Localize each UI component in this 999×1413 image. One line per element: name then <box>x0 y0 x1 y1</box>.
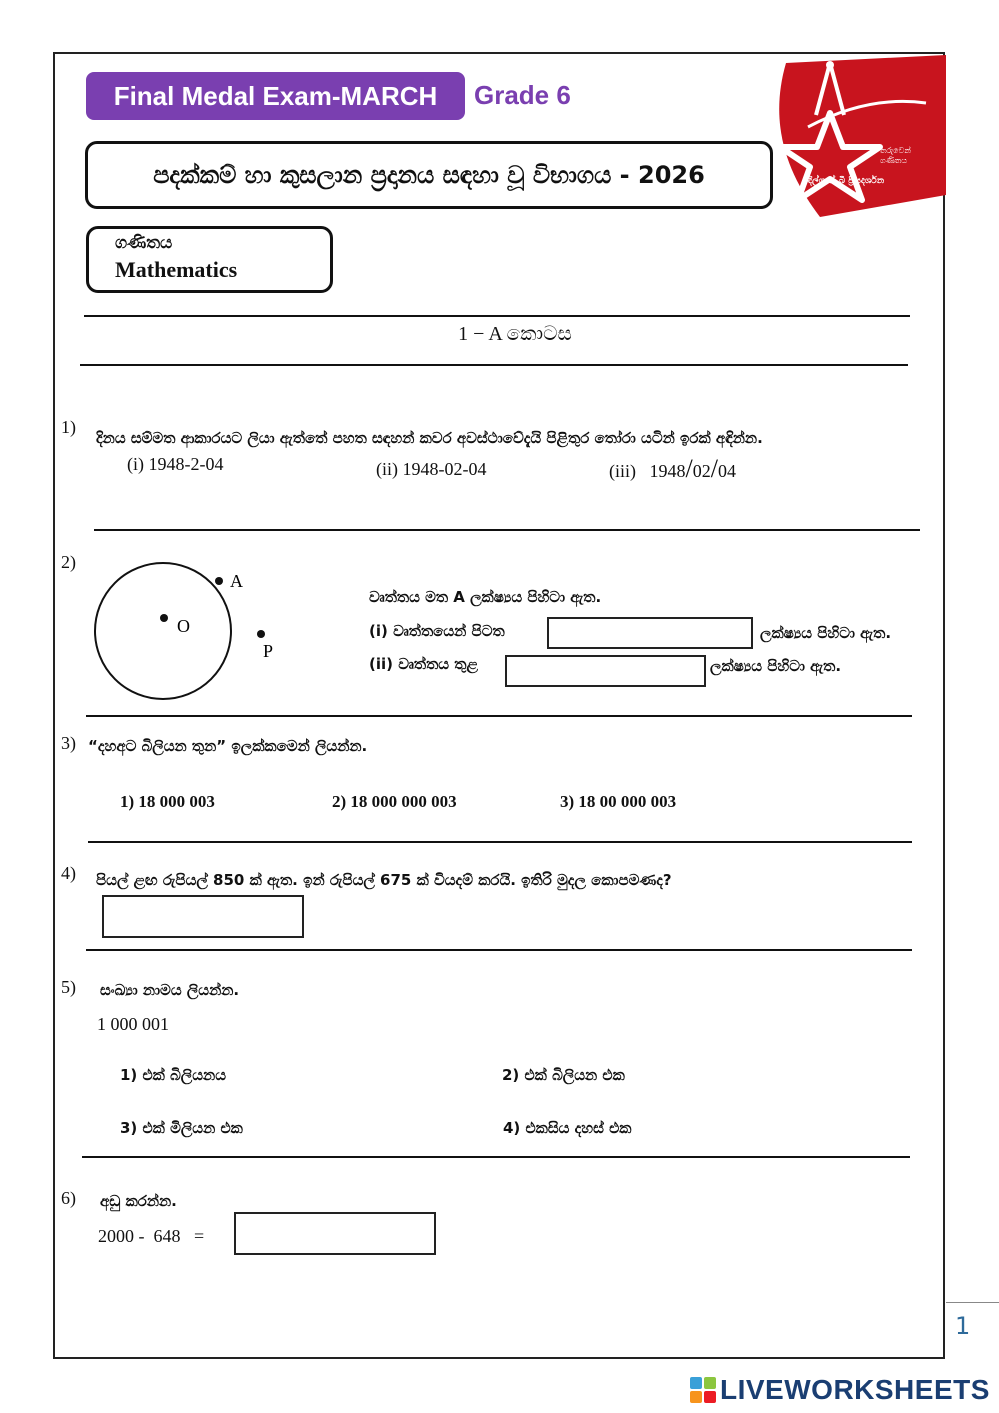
page-number-rule <box>946 1302 999 1303</box>
q2-part2-label: (ii) වෘත්තය තුළ <box>369 655 478 673</box>
logo-line2: ගණිතය <box>880 156 907 165</box>
divider <box>88 841 912 843</box>
q2-part1-suffix: ලක්ෂ්‍යය පිහිටා ඇත. <box>760 624 892 642</box>
q3-number: 3) <box>61 733 76 753</box>
q3-option-2[interactable]: 2) 18 000 000 003 <box>332 792 457 811</box>
q1-option-3-day: 04 <box>717 461 736 481</box>
q1-option-3[interactable]: (iii) 1948/02/04 <box>609 454 736 483</box>
q3-option-3[interactable]: 3) 18 00 000 003 <box>560 792 677 811</box>
page-number: 1 <box>955 1312 971 1340</box>
label-p: P <box>263 641 274 661</box>
q1-option-3-year: 1948 <box>649 461 686 481</box>
circle-shape <box>95 563 231 699</box>
q6-text: අඩු කරන්න. <box>100 1192 177 1210</box>
q4-number: 4) <box>61 863 76 883</box>
liveworksheets-brand[interactable] <box>690 1374 990 1406</box>
q1-option-3-label: (iii) <box>609 461 636 481</box>
q2-part1-answer-box[interactable] <box>547 617 753 649</box>
q1-option-2[interactable]: (ii) 1948-02-04 <box>376 459 487 479</box>
q2-part2-answer-box[interactable] <box>505 655 706 687</box>
divider <box>84 315 910 317</box>
q6-number: 6) <box>61 1188 76 1208</box>
q3-option-1[interactable]: 1) 18 000 003 <box>120 792 215 811</box>
q5-option-4[interactable]: 4) එකසිය දහස් එක <box>503 1119 632 1137</box>
logo-line1: තරුවෙන් <box>880 146 911 155</box>
divider <box>82 1156 910 1158</box>
grade-label: Grade 6 <box>474 80 571 110</box>
q5-number: 5) <box>61 977 76 997</box>
brand-text: LIVEWORKSHEETS <box>720 1374 990 1405</box>
point-p <box>257 630 265 638</box>
exam-title: පදක්කම් හා කුසලාන ප්‍රදානය සඳහා වූ විභාගය - 2026 <box>153 161 705 189</box>
q2-part1-label: (i) වෘත්තයෙන් පිටත <box>369 622 505 640</box>
point-o <box>160 614 168 622</box>
q1-text: දිනය සම්මත ආකාරයට ලියා ඇත්තේ පහත සඳහන් කවර අවස්ථාවේදැයි පිළිතුර තෝරා යටින් ඉරක් අඳින්න. <box>96 429 763 447</box>
q4-answer-box[interactable] <box>102 895 304 938</box>
section-title: 1 − A කොටස <box>458 323 572 345</box>
q5-option-2[interactable]: 2) එක් බිලියන එක <box>502 1066 625 1084</box>
exam-badge: Final Medal Exam-MARCH <box>86 72 465 120</box>
label-o: O <box>177 616 190 636</box>
q1-number: 1) <box>61 417 76 437</box>
subject-box <box>86 226 333 293</box>
divider <box>80 364 908 366</box>
liveworksheets-logo-icon <box>690 1377 716 1403</box>
divider <box>86 949 912 951</box>
point-a <box>215 577 223 585</box>
q2-part2-suffix: ලක්ෂ්‍යය පිහිටා ඇත. <box>710 657 842 675</box>
logo-author: දිල්ශාන් බී ප්‍රියදර්ශන <box>808 176 885 186</box>
q5-option-1[interactable]: 1) එක් බිලියනය <box>120 1066 226 1084</box>
q1-option-1[interactable]: (i) 1948-2-04 <box>127 454 224 474</box>
subject-sinhala: ගණිතය <box>115 233 173 253</box>
exam-title-box <box>85 141 773 209</box>
q4-text: පියල් ළඟ රුපියල් 850 ක් ඇත. ඉන් රුපියල් 675 ක් වියදම් කරයි. ඉතිරි මුදල කොපමණද? <box>96 871 672 889</box>
q6-expression: 2000 - 648 = <box>98 1226 205 1246</box>
author-logo <box>768 55 946 217</box>
q3-text: “දහඅට බිලියන තුන” ඉලක්කමෙන් ලියන්න. <box>88 737 368 755</box>
divider <box>86 715 912 717</box>
q2-statement: වෘත්තය මත A ලක්ෂ්‍යය පිහිටා ඇත. <box>369 588 602 606</box>
q6-answer-box[interactable] <box>234 1212 436 1255</box>
q1-option-3-month: 02 <box>692 461 711 481</box>
circle-diagram <box>90 548 290 708</box>
q5-number-value: 1 000 001 <box>97 1014 169 1034</box>
divider <box>94 529 920 531</box>
q5-text: සංඛ්‍යා නාමය ලියන්න. <box>100 981 240 999</box>
q5-option-3[interactable]: 3) එක් මිලියන එක <box>120 1119 243 1137</box>
q2-number: 2) <box>61 552 76 572</box>
subject-english: Mathematics <box>115 257 238 282</box>
label-a: A <box>230 571 243 591</box>
